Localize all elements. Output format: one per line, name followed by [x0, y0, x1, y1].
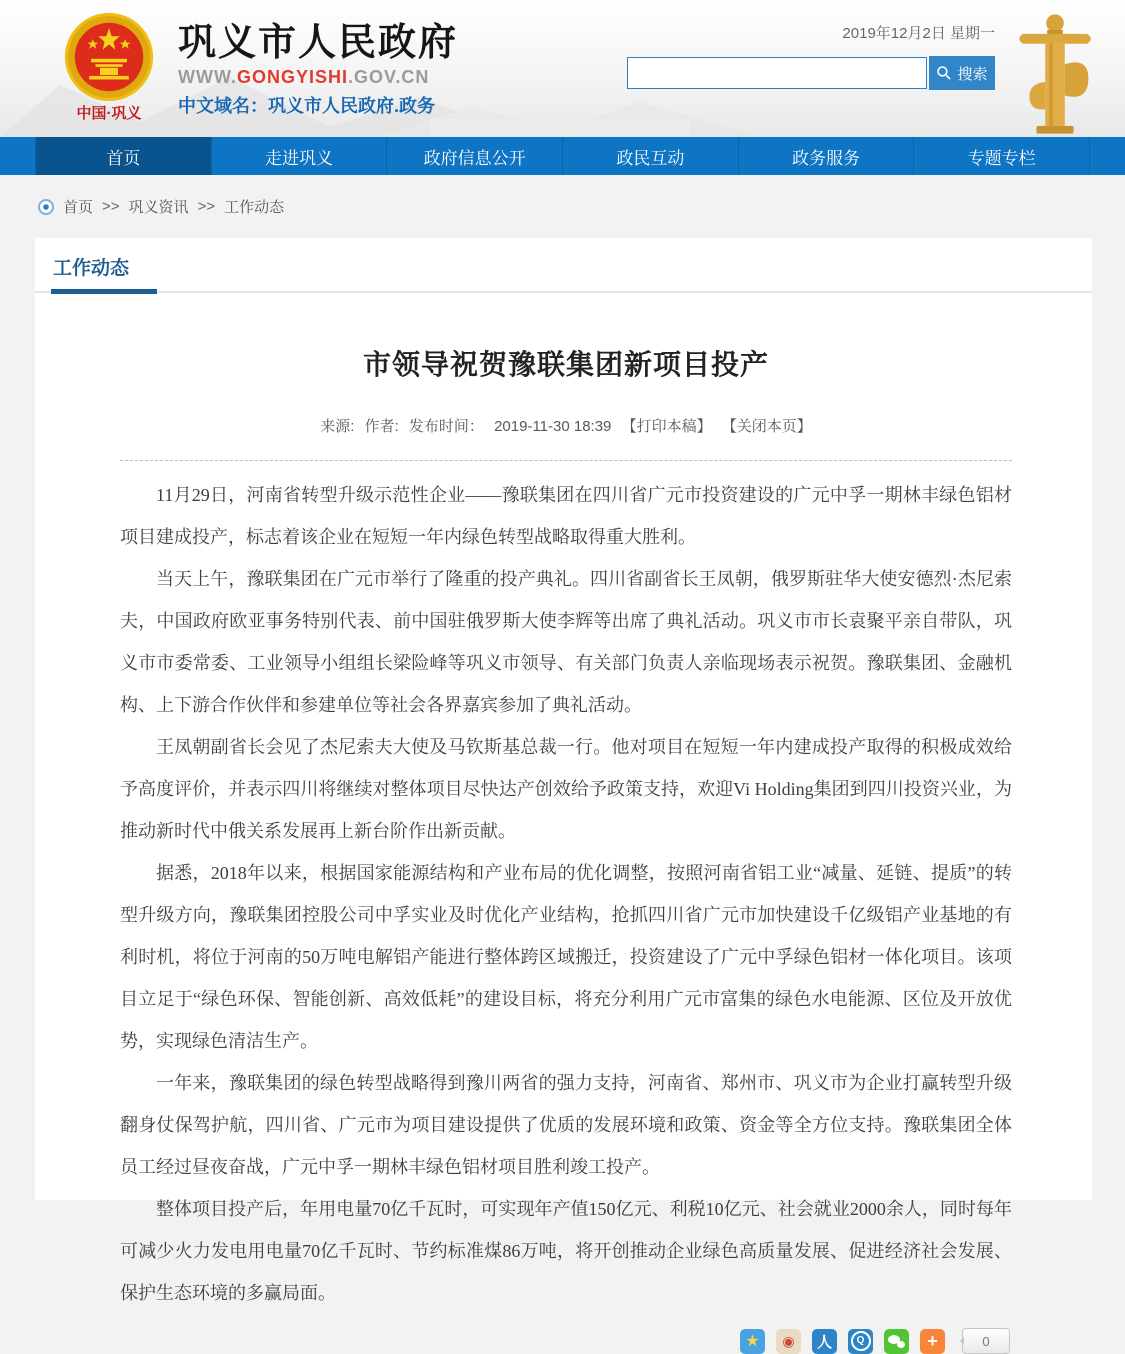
- article-title: 市领导祝贺豫联集团新项目投产: [362, 349, 769, 380]
- share-bar: [120, 1328, 1012, 1354]
- nav-item-home[interactable]: 首页: [35, 137, 212, 175]
- site-url-mid: GONGYISHI: [236, 67, 348, 87]
- share-tencent-friends-glyph: Q: [851, 1331, 871, 1351]
- search-icon: [936, 65, 952, 81]
- breadcrumb: [0, 175, 1125, 238]
- meta-author-label: 作者:: [364, 418, 399, 435]
- site-cn-domain: 中文域名：巩义市人民政府.政务: [178, 96, 435, 116]
- meta-divider: [120, 460, 1012, 461]
- share-tencent-friends-icon[interactable]: [848, 1329, 873, 1354]
- huabiao-pillar-icon: [1011, 12, 1099, 136]
- header-right-block: [625, 22, 995, 90]
- share-qzone-icon[interactable]: ★: [740, 1329, 765, 1354]
- site-url-post: .GOV.CN: [348, 67, 430, 87]
- meta-source-label: 来源:: [320, 418, 355, 435]
- article-paragraph: 一年来，豫联集团的绿色转型战略得到豫川两省的强力支持，河南省、郑州市、巩义市为企业打赢转型升级翻身仗保驾护航，四川省、广元市为项目建设提供了优质的发展环境和政策、资金等全方位支持。豫联集团全体员工经过昼夜奋战，广元中孚一期林丰绿色铝材项目胜利竣工投产。: [120, 1073, 1012, 1177]
- article-paragraph: 11月29日，河南省转型升级示范性企业——豫联集团在四川省广元市投资建设的广元中孚一期林丰绿色铝材项目建成投产，标志着该企业在短短一年内绿色转型战略取得重大胜利。: [120, 485, 1012, 547]
- meta-pubtime-label: 发布时间：: [408, 418, 484, 435]
- article-body: [120, 474, 1012, 1314]
- nav-item-special-topics[interactable]: 专题专栏: [914, 137, 1090, 175]
- breadcrumb-news[interactable]: 巩义资讯: [128, 199, 189, 216]
- wechat-bubble: [897, 1341, 905, 1348]
- share-tencent-weibo-icon[interactable]: 人: [812, 1329, 837, 1354]
- header-date: 2019年12月2日 星期一: [842, 25, 995, 42]
- main-navigation: [0, 137, 1125, 175]
- section-header: [35, 238, 1092, 293]
- site-header: [0, 0, 1125, 137]
- share-wechat-icon[interactable]: [884, 1329, 909, 1354]
- site-name: 巩义市人民政府: [178, 22, 459, 64]
- site-title-block: [178, 22, 458, 118]
- search-bar: [625, 56, 995, 90]
- location-pin-icon: [38, 199, 54, 215]
- site-url-pre: WWW.: [178, 67, 237, 87]
- national-emblem-icon: [64, 12, 154, 102]
- section-title: 工作动态: [51, 253, 157, 294]
- nav-item-interaction[interactable]: 政民互动: [563, 137, 739, 175]
- breadcrumb-work-updates[interactable]: 工作动态: [224, 199, 285, 216]
- article-meta: [120, 415, 1012, 436]
- breadcrumb-separator: >>: [197, 198, 216, 215]
- breadcrumb-separator: >>: [102, 198, 120, 215]
- article-paragraph: 王凤朝副省长会见了杰尼索夫大使及马钦斯基总裁一行。他对项目在短短一年内建成投产取得的积极成效给予高度评价，并表示四川将继续对整体项目尽快达产创效给予政策支持，欢迎Vi Holding集团到四川投资兴业，为推动新时代中俄关系发展再上新台阶作出新贡献。: [120, 737, 1012, 841]
- breadcrumb-home[interactable]: 首页: [63, 199, 94, 216]
- share-sina-weibo-icon[interactable]: ◉: [776, 1329, 801, 1354]
- content-panel: [35, 238, 1092, 1351]
- search-button[interactable]: [929, 56, 995, 90]
- emblem-caption: 中国·巩义: [76, 105, 142, 122]
- print-page-link[interactable]: 【打印本稿】: [621, 418, 712, 435]
- article: [35, 343, 1092, 1354]
- article-paragraph: 当天上午，豫联集团在广元市举行了隆重的投产典礼。四川省副省长王凤朝，俄罗斯驻华大使安德烈·杰尼索夫，中国政府欧亚事务特别代表、前中国驻俄罗斯大使李辉等出席了典礼活动。巩义市市长袁聚平亲自带队，巩义市市委常委、工业领导小组组长梁险峰等巩义市领导、有关部门负责人亲临现场表示祝贺。豫联集团、金融机构、上下游合作伙伴和参建单位等社会各界嘉宾参加了典礼活动。: [120, 569, 1012, 715]
- search-button-label: 搜索: [957, 65, 988, 83]
- nav-item-gov-info[interactable]: 政府信息公开: [387, 137, 563, 175]
- search-input[interactable]: [627, 57, 927, 89]
- share-count-badge[interactable]: 0: [962, 1328, 1010, 1354]
- share-more-icon[interactable]: +: [920, 1329, 945, 1354]
- article-paragraph: 据悉，2018年以来，根据国家能源结构和产业布局的优化调整，按照河南省铝工业“减量、延链、提质”的转型升级方向，豫联集团控股公司中孚实业及时优化产业结构，抢抓四川省广元市加快建设千亿级铝产业基地的有利时机，将位于河南的50万吨电解铝产能进行整体跨区域搬迁，投资建设了广元中孚绿色铝材一体化项目。该项目立足于“绿色环保、智能创新、高效低耗”的建设目标，将充分利用广元市富集的绿色水电能源、区位及开放优势，实现绿色清洁生产。: [120, 863, 1012, 1051]
- article-paragraph: 整体项目投产后，年用电量70亿千瓦时，可实现年产值150亿元、利税10亿元、社会就业2000余人，同时每年可减少火力发电用电量70亿千瓦时、节约标准煤86万吨，将开创推动企业绿色高质量发展、促进经济社会发展、保护生态环境的多赢局面。: [120, 1199, 1012, 1303]
- site-url: [178, 67, 458, 88]
- close-page-link[interactable]: 【关闭本页】: [721, 418, 812, 435]
- national-emblem-logo: [56, 12, 162, 123]
- meta-pubtime-value: 2019-11-30 18:39: [494, 418, 612, 435]
- nav-item-about-gongyi[interactable]: 走进巩义: [212, 137, 388, 175]
- nav-item-services[interactable]: 政务服务: [739, 137, 915, 175]
